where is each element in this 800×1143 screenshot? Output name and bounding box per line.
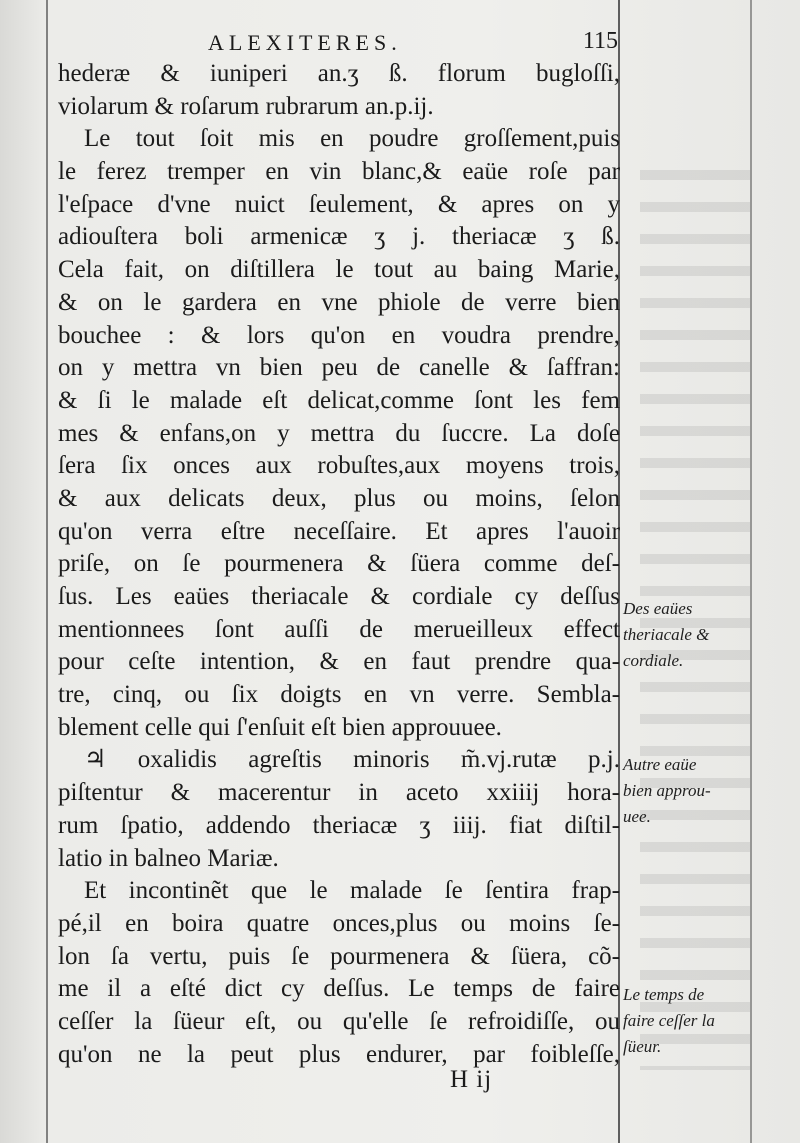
text-line: ceſſer la ſüeur eſt, ou qu'elle ſe refroidiſſe, ou — [58, 1007, 620, 1035]
text-line: on y mettra vn bien peu de canelle & ſaffran: — [58, 354, 620, 382]
text-line: latio in balneo Mariæ. — [58, 844, 279, 872]
text-line: ſus. Les eaües theriacale & cordiale cy deſſus — [58, 583, 620, 610]
text-line: lon ſa vertu, puis ſe pourmenera & ſüera, cõ- — [58, 942, 620, 970]
text-line: pé,il en boira quatre onces,plus ou moins ſe- — [58, 909, 620, 937]
page-number: 115 — [582, 28, 618, 54]
text-line: Cela fait, on diſtillera le tout au baing Marie, — [58, 256, 620, 284]
text-line: hederæ & iuniperi an.ʒ ß. florum bugloſſi, — [58, 60, 620, 87]
margin-note-line: uee. — [623, 807, 651, 826]
text-line: priſe, on ſe pourmenera & ſüera comme deſ- — [58, 550, 620, 578]
text-line: blement celle qui ſ'enſuit eſt bien approuuee. — [58, 713, 502, 741]
text-line: bouchee : & lors qu'on en voudra prendre, — [58, 321, 620, 349]
text-line: & ſi le malade eſt delicat,comme ſont les fem — [58, 386, 620, 414]
text-line: ♃ oxalidis agreſtis minoris m̃.vj.rutæ p.j. — [84, 746, 620, 774]
running-head — [58, 30, 618, 58]
text-line: Et incontinẽt que le malade ſe ſentira frap- — [84, 877, 620, 905]
text-line: pour ceſte intention, & en faut prendre qua- — [58, 648, 620, 676]
text-line: & on le gardera en vne phiole de verre bien — [58, 288, 620, 316]
margin-note-line: Le temps de — [623, 985, 705, 1004]
text-line: piſtentur & macerentur in aceto xxiiij hora- — [58, 779, 620, 807]
text-line: qu'on verra eſtre neceſſaire. Et apres l'auoir — [58, 517, 620, 545]
text-line: le ferez tremper en vin blanc,& eaüe roſe par — [58, 158, 620, 186]
margin-note-line: ſüeur. — [623, 1037, 662, 1056]
margin-note-theriacale — [623, 596, 753, 674]
text-line: ſera ſix onces aux robuſtes,aux moyens trois, — [58, 452, 620, 480]
margin-note-line: bien approu- — [623, 781, 711, 800]
text-line: mentionnees ſont auſſi de merueilleux effect — [58, 615, 620, 643]
right-column-rule — [750, 0, 752, 1143]
margin-note-line: theriacale & — [623, 625, 710, 644]
margin-note-line: Des eaües — [623, 599, 693, 618]
text-line: rum ſpatio, addendo theriacæ ʒ iiij. fiat diſtil- — [58, 811, 620, 839]
margin-note-line: Autre eaüe — [623, 755, 697, 774]
text-line: me il a eſté dict cy deſſus. Le temps de faire — [58, 975, 620, 1003]
main-text-block — [58, 58, 620, 1071]
text-line: & aux delicats deux, plus ou moins, ſelon — [58, 484, 620, 512]
margin-note-line: cordiale. — [623, 651, 684, 670]
margin-note-autre-eaue — [623, 752, 753, 830]
margin-note-line: faire ceſſer la — [623, 1011, 715, 1030]
running-title: ALEXITERES. — [208, 30, 402, 55]
text-line: adiouſtera boli armenicæ ʒ j. theriacæ ʒ ß. — [58, 223, 620, 251]
text-line: l'eſpace d'vne nuict ſeulement, & apres on y — [58, 190, 620, 218]
text-line: mes & enfans,on y mettra du ſuccre. La doſe — [58, 419, 620, 447]
signature-mark: H ij — [450, 1066, 493, 1093]
left-column-rule — [46, 0, 48, 1143]
margin-note-temps-sueur — [623, 982, 753, 1060]
text-line: violarum & roſarum rubrarum an.p.ij. — [58, 92, 434, 120]
text-line: Le tout ſoit mis en poudre groſſement,puis — [84, 125, 620, 153]
text-line: qu'on ne la peut plus endurer, par foibleſſe, — [58, 1040, 620, 1068]
text-line: tre, cinq, ou ſix doigts en vn verre. Sembla- — [58, 681, 620, 709]
